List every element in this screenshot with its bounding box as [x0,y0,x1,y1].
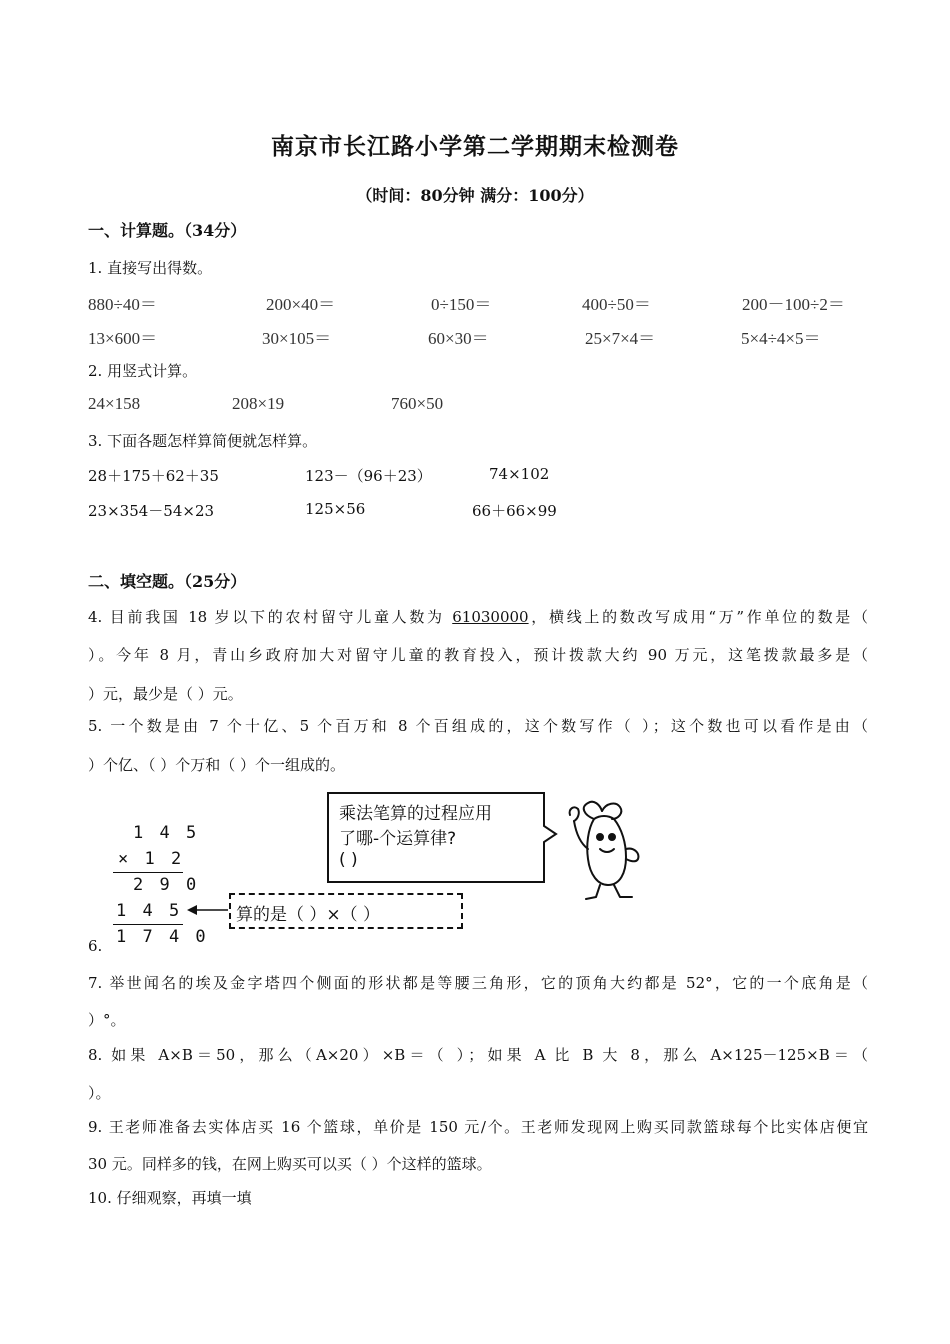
q1-r2-c5: 5×4÷4×5＝ [741,329,821,348]
q1-r2-c3: 60×30＝ [428,329,489,348]
q1-label: 1. 直接写出得数。 [88,259,213,277]
q3-r2-c2: 125×56 [305,500,366,518]
q9-line1: 9. 王老师准备去实体店买 16 个篮球，单价是 150 元/个。王老师发现网上购买同款篮球每个比实体店便宜 [88,1118,868,1136]
q2-item2: 208×19 [232,394,285,413]
q3-r2-c3: 66＋66×99 [472,502,557,520]
q6-vertical-row4: 1 4 5 [116,901,183,921]
exam-info: （时间：80分钟 满分：100分） [356,186,594,205]
q5-line1: 5. 一个数是由 7 个十亿、5 个百万和 8 个百组成的，这个数写作（ ）；这个数也可以看作是由（ [88,717,868,735]
q3-r1-c1: 28＋175＋62＋35 [88,467,219,485]
q6-vertical-row3: 2 9 0 [133,875,200,895]
q8-line2: ）。 [88,1084,111,1102]
q4-underlined-number: 61030000 [452,608,529,626]
q1-r1-c5: 200－100÷2＝ [742,295,845,314]
q1-r2-c1: 13×600＝ [88,329,158,348]
section2-heading: 二、填空题。（25分） [88,572,247,591]
q6-number: 6. [88,937,103,955]
q1-r1-c4: 400÷50＝ [582,295,651,314]
q5-line2: ）个亿、（ ）个万和（ ）个一组成的。 [88,756,346,774]
q3-r1-c2: 123－（96＋23） [305,467,432,485]
q3-r2-c1: 23×354－54×23 [88,502,215,520]
q4-line1: 4. 目前我国 18 岁以下的农村留守儿童人数为 61030000，横线上的数改写成用“万”作单位的数是（ [88,608,868,626]
q3-label: 3. 下面各题怎样算简便就怎样算。 [88,432,318,450]
q3-r1-c3: 74×102 [489,465,550,483]
q10-label: 10. 仔细观察，再填一填 [88,1189,252,1207]
q6-answer-label: 算的是（ ）×（ ） [236,905,381,925]
q1-r1-c3: 0÷150＝ [431,295,492,314]
q2-item1: 24×158 [88,394,141,413]
q6-vertical-row1: 1 4 5 [133,823,200,843]
q1-r1-c1: 880÷40＝ [88,295,157,314]
q7-line2: ）°。 [88,1011,126,1029]
q6-vertical-rule2 [113,924,183,925]
q7-line1: 7. 举世闻名的埃及金字塔四个侧面的形状都是等腰三角形，它的顶角大约都是 52°，它的一个底角是（ [88,974,868,992]
q6-arrow-icon [186,902,230,918]
q6-vertical-rule1 [113,872,183,873]
q1-r2-c4: 25×7×4＝ [585,329,656,348]
q6-bubble-line3: ( ) [339,850,358,870]
q2-label: 2. 用竖式计算。 [88,362,198,380]
q6-vertical-row2: × 1 2 [118,849,185,869]
q8-line1: 8. 如果 A×B＝50，那么（A×20）×B＝（ ）；如果 A 比 B 大 8，那么 A×125－125×B＝（ [88,1046,868,1064]
page-title: 南京市长江路小学第二学期期末检测卷 [271,133,679,160]
q2-item3: 760×50 [391,394,444,413]
q4-line2: ）。今年 8 月，青山乡政府加大对留守儿童的教育投入，预计拨款大约 90 万元，这笔拨款最多是（ [88,646,868,664]
eggplant-mascot-icon [564,793,650,905]
q1-r1-c2: 200×40＝ [266,295,336,314]
q9-line2: 30 元。同样多的钱，在网上购买可以买（ ）个这样的篮球。 [88,1155,492,1173]
q4-line3: ）元，最少是（ ）元。 [88,685,243,703]
q6-vertical-row5: 1 7 4 0 [116,927,209,947]
q6-bubble-line1: 乘法笔算的过程应用 [339,804,492,824]
section1-heading: 一、计算题。（34分） [88,221,247,240]
q1-r2-c2: 30×105＝ [262,329,332,348]
q6-bubble-line2: 了哪-个运算律? [339,829,457,849]
